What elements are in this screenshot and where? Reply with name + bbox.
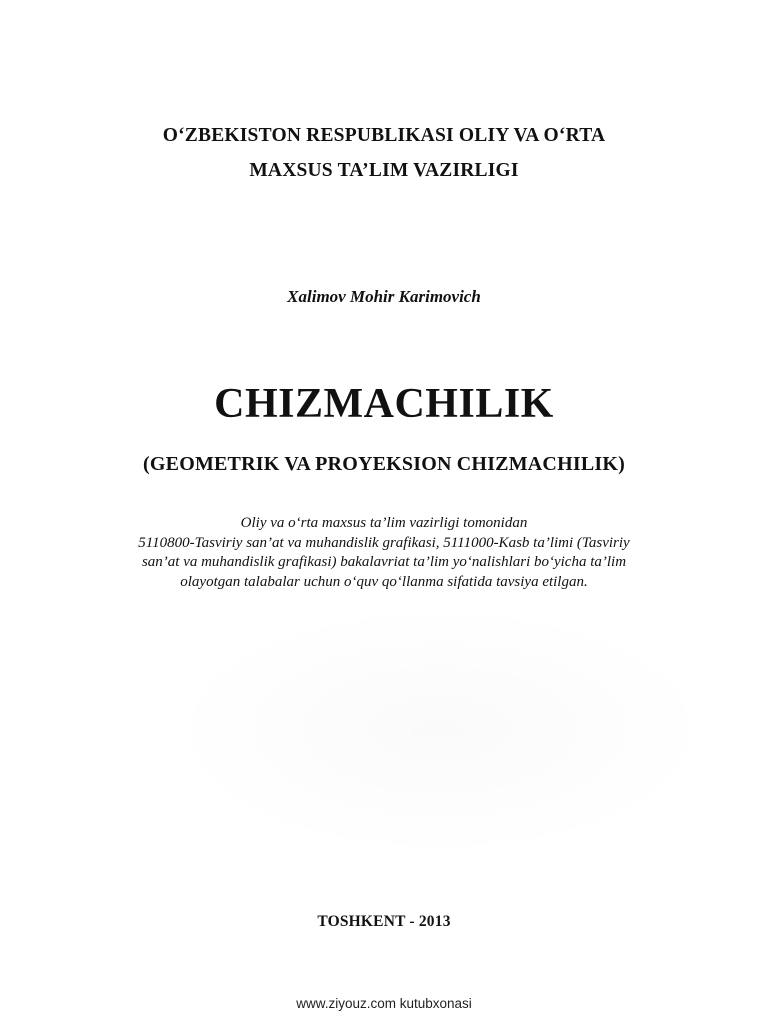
author-name: Xalimov Mohir Karimovich — [287, 287, 481, 306]
publication-place-year: TOSHKENT - 2013 — [317, 913, 451, 930]
recommendation-line-2: 5110800-Tasviriy san’at va muhandislik grafikasi, 5111000-Kasb ta’limi (Tasviriy — [138, 534, 630, 551]
ministry-heading — [0, 118, 768, 188]
book-subtitle: (GEOMETRIK VA PROYEKSION CHIZMACHILIK) — [143, 453, 625, 475]
scan-shading — [160, 600, 720, 860]
book-title: CHIZMACHILIK — [214, 381, 554, 427]
recommendation-line-4: olayotgan talabalar uchun o‘quv qo‘llanma sifatida tavsiya etilgan. — [180, 573, 588, 590]
footer-source: www.ziyouz.com kutubxonasi — [296, 996, 472, 1011]
recommendation-line-3: san’at va muhandislik grafikasi) bakalavriat ta’lim yo‘nalishlari bo‘yicha ta’lim — [141, 554, 627, 570]
ministry-line-1: O‘ZBEKISTON RESPUBLIKASI OLIY VA O‘RTA — [162, 125, 606, 146]
ministry-line-2: MAXSUS TA’LIM VAZIRLIGI — [249, 160, 519, 181]
recommendation-text — [0, 514, 768, 592]
recommendation-line-1: Oliy va o‘rta maxsus ta’lim vazirligi tomonidan — [240, 515, 528, 531]
